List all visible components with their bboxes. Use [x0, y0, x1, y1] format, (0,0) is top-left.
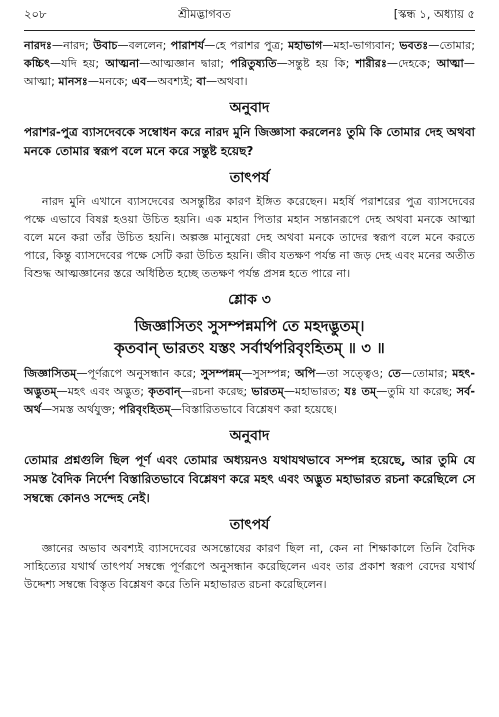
translation-heading-1: অনুবাদ: [229, 100, 270, 116]
gloss-meaning: —তুমি যা করেছ;: [376, 385, 457, 398]
verse-line-1: জিজ্ঞাসিতং সুসম্পন্নমপি তে মহদদ্ভুতম্।: [134, 317, 365, 335]
gloss-meaning: —আত্মা;: [24, 57, 475, 88]
gloss-meaning: —আত্মজ্ঞান দ্বারা;: [139, 57, 231, 70]
gloss-word: যঃ তম্: [344, 385, 377, 398]
chapter-reference: [স্কন্ধ ১, অধ্যায় ৫: [393, 7, 475, 21]
gloss-word: এব: [131, 75, 147, 88]
purport-2: জ্ঞানের অভাব অবশ্যই ব্যাসদেবের অসন্তোষের কারণ ছিল না, কেন না শিক্ষাকালে তিনি বৈদিক সাহিত্যের যথার্থ তাৎপর্য সম্বন্ধে পূর্ণরূপে অনুসন্ধান করেছিলেন এবং তার প্রকাশ স্বরূপ বেদের যথার্থ উদ্দেশ্য সম্বন্ধে বিস্তৃত বিশ্লেষণ করে তিনি মহাভারত রচনা করেছিলেন।: [24, 542, 475, 591]
purport-heading-2: তাৎপর্য: [229, 517, 270, 533]
gloss-word: ভবতঃ: [399, 39, 429, 52]
verse-heading: শ্লোক ৩: [228, 292, 271, 308]
gloss-meaning: —বললেন;: [117, 39, 171, 52]
gloss-meaning: —বিস্তারিতভাবে বিশ্লেষণ করা হয়েছে।: [170, 403, 337, 416]
page-number: ২০৮: [24, 7, 47, 21]
page-header: [24, 6, 475, 28]
sanskrit-verse: [24, 315, 475, 359]
gloss-meaning: —অথবা।: [206, 75, 248, 88]
gloss-meaning: —মনকে;: [87, 75, 132, 88]
gloss-word: মহৎ-অদ্ভুতম্: [24, 367, 475, 398]
gloss-meaning: —সমস্ত অর্থযুক্ত;: [40, 403, 119, 416]
gloss-word: নারদঃ: [24, 39, 52, 52]
gloss-meaning: —হে পরাশর পুত্র;: [204, 39, 289, 52]
gloss-meaning: —মহা-ভাগ্যবান;: [322, 39, 400, 52]
purport-heading-1: তাৎপর্য: [229, 170, 270, 186]
gloss-meaning: —মহৎ এবং অদ্ভুত;: [56, 385, 149, 398]
gloss-word: অপি: [295, 367, 316, 380]
gloss-word: আত্মনা: [105, 57, 140, 70]
gloss-meaning: —তোমার;: [428, 39, 475, 52]
gloss-word: জিজ্ঞাসিতম্: [24, 367, 77, 380]
gloss-word: পারাশর্য: [170, 39, 205, 52]
gloss-meaning: —নারদ;: [51, 39, 94, 52]
gloss-word: বা: [196, 75, 206, 88]
gloss-word: তে: [387, 367, 401, 380]
purport-1: নারদ মুনি এখানে ব্যাসদেবের অসন্তুষ্টির কারণ ইঙ্গিত করেছেন। মহর্ষি পরাশরের পুত্র ব্যাসদেবের পক্ষে এভাবে বিষণ্ণ হওয়া উচিত হয়নি। এক মহান পিতার মহান সন্তানরূপে দেহ অথবা মনকে আত্মা বলে মনে করা তাঁর উচিত হয়নি। অল্পজ্ঞ মানুষেরা দেহ অথবা মনকে তাদের স্বরূপ বলে মনে করতে পারে, কিন্তু ব্যাসদেবের পক্ষে সেটি করা উচিত হয়নি। জীব যতক্ষণ পর্যন্ত না জড় দেহ এবং মনের অতীত বিশুদ্ধ আত্মজ্ঞানের স্তরে অধিষ্ঠিত হচ্ছে ততক্ষণ পর্যন্ত প্রসন্ন হতে পারে না।: [24, 195, 475, 280]
gloss-meaning: —মহাভারত;: [283, 385, 345, 398]
gloss-word: কৃতবান্: [148, 385, 181, 398]
gloss-meaning: —সুসম্পন্ন;: [241, 367, 296, 380]
gloss-word: ভারতম্: [251, 385, 284, 398]
gloss-word: মানসঃ: [58, 75, 88, 88]
gloss-meaning: —তা সত্ত্বেও;: [315, 367, 388, 380]
translation-heading-2: অনুবাদ: [229, 428, 270, 444]
gloss-meaning: —তোমার;: [400, 367, 453, 380]
gloss-meaning: —দেহকে;: [386, 57, 437, 70]
word-meanings-1: [24, 37, 475, 91]
gloss-word: উবাচ: [93, 39, 118, 52]
gloss-word: শারীরঃ: [355, 57, 387, 70]
gloss-meaning: —অবশ্যই;: [146, 75, 197, 88]
gloss-word: কচ্চিৎ: [24, 57, 50, 70]
header-rule: [24, 30, 475, 31]
book-title: শ্রীমদ্ভাগবত: [178, 7, 231, 21]
gloss-meaning: —সন্তুষ্ট হয় কি;: [276, 57, 356, 70]
gloss-word: আত্মা: [436, 57, 464, 70]
word-meanings-2: [24, 365, 475, 419]
gloss-word: সুসম্পন্নম্: [200, 367, 242, 380]
verse-line-2: কৃতবান্ ভারতং যস্তং সর্বার্থপরিবৃংহিতম্ ॥ ৩ ॥: [114, 339, 385, 357]
gloss-word: পরিতুষ্যতি: [230, 57, 277, 70]
translation-2: তোমার প্রশ্নগুলি ছিল পূর্ণ এবং তোমার অধ্যয়নও যথাযথভাবে সম্পন্ন হয়েছে, আর তুমি যে সমস্ত বৈদিক নির্দেশ বিস্তারিতভাবে বিশ্লেষণ করে মহৎ এবং অদ্ভুত মহাভারত রচনা করেছিলে সে সম্বন্ধে কোনও সন্দেহ নেই।: [24, 453, 475, 505]
gloss-word: পরিবৃংহিতম্: [118, 403, 171, 416]
gloss-word: সর্ব-অর্থ: [24, 385, 475, 416]
gloss-meaning: —পূর্ণরূপে অনুসন্ধান করে;: [76, 367, 201, 380]
gloss-word: মহাভাগ: [288, 39, 323, 52]
gloss-meaning: —রচনা করেছ;: [180, 385, 252, 398]
gloss-meaning: —যদি হয়;: [49, 57, 106, 70]
translation-1: পরাশর-পুত্র ব্যাসদেবকে সম্বোধন করে নারদ মুনি জিজ্ঞাসা করলেনঃ তুমি কি তোমার দেহ অথবা মনকে তোমার স্বরূপ বলে মনে করে সন্তুষ্ট হয়েছ?: [24, 125, 475, 158]
